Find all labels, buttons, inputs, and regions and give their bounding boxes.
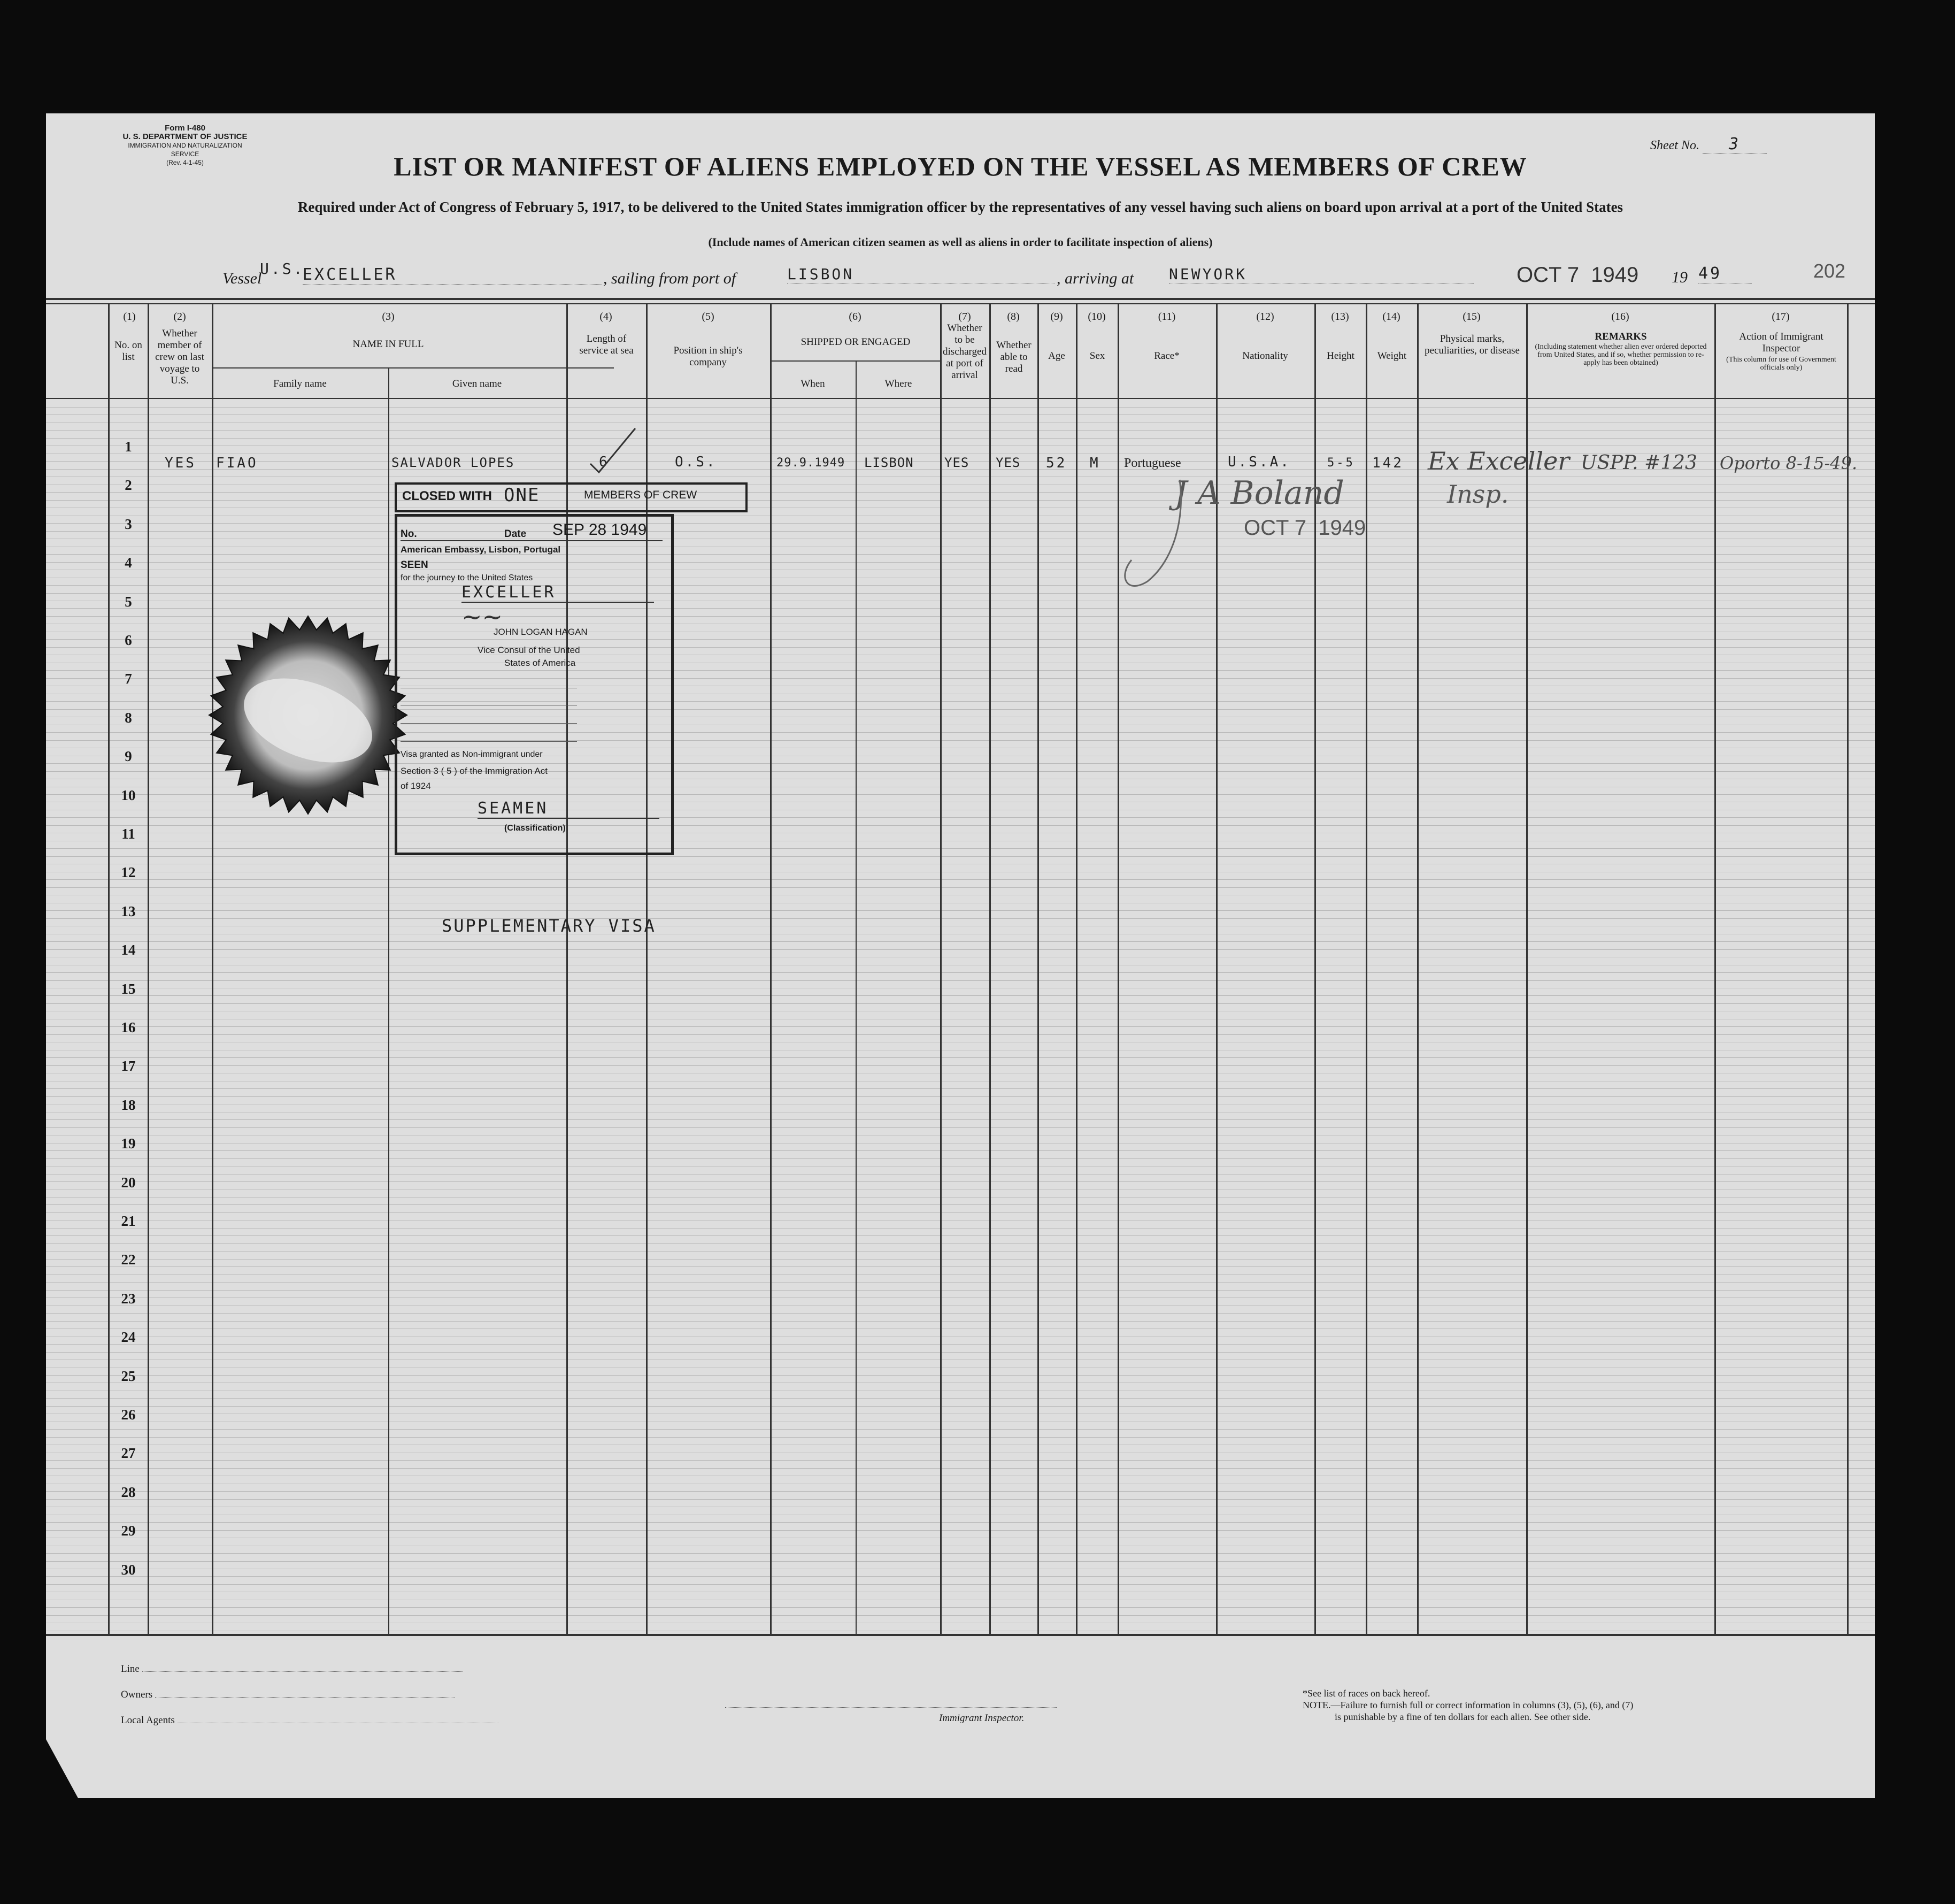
entry-race: Portuguese	[1124, 456, 1181, 470]
ruled-line	[46, 1344, 1875, 1345]
closing-count: ONE	[504, 485, 540, 506]
col-heading-nationality: Nationality	[1242, 350, 1288, 362]
visa-journey: for the journey to the United States	[401, 573, 533, 582]
ruled-line	[46, 1313, 1875, 1314]
column-number: (12)	[1256, 311, 1274, 323]
visa-seen: SEEN	[401, 559, 428, 571]
ruled-line	[46, 1088, 1875, 1089]
row-rules	[46, 298, 1875, 1635]
closing-prefix: CLOSED WITH	[402, 489, 492, 503]
ruled-line	[46, 1290, 1875, 1291]
ruled-line	[46, 1235, 1875, 1236]
ruled-line	[46, 1530, 1875, 1531]
column-number: (3)	[382, 311, 395, 323]
ruled-line	[46, 972, 1875, 973]
ruled-line	[46, 585, 1875, 586]
column-number: (16)	[1611, 311, 1629, 323]
column-number: (17)	[1772, 311, 1790, 323]
entry-height: 5-5	[1327, 456, 1355, 470]
row-number: 15	[121, 980, 136, 997]
col-heading-last-voyage: Whether member of crew on last voyage to U.S.	[155, 328, 204, 386]
row-number: 11	[121, 826, 135, 842]
ruled-line	[46, 430, 1875, 431]
row-number: 16	[121, 1019, 136, 1035]
ruled-line	[46, 817, 1875, 818]
col-heading-physical-marks: Physical marks, peculiarities, or disease	[1425, 333, 1520, 356]
entry-able-to-read: YES	[996, 455, 1021, 470]
consular-seal-icon	[206, 613, 410, 817]
row-number: 24	[121, 1329, 136, 1346]
ruled-line	[46, 1181, 1875, 1182]
form-subtitle: Required under Act of Congress of February 5, 1917, to be delivered to the United States immigration officer by the representatives of any vessel having such aliens on board upon arrival at a port of the United States	[297, 199, 1623, 215]
ruled-line	[46, 1437, 1875, 1438]
entry-family-name: FIAO	[216, 455, 258, 471]
ruled-line	[46, 554, 1875, 555]
col-heading-family-name: Family name	[273, 378, 327, 389]
col-heading-where: Where	[884, 378, 912, 389]
line-field: Line	[121, 1663, 463, 1675]
col-heading-given-name: Given name	[452, 378, 502, 389]
ruled-line	[46, 1266, 1875, 1267]
row-number: 17	[121, 1058, 136, 1074]
visa-embassy: American Embassy, Lisbon, Portugal	[401, 544, 561, 555]
sailing-label: , sailing from port of	[603, 270, 736, 287]
col-heading-position: Position in ship's company	[673, 345, 743, 368]
column-number: (1)	[123, 311, 136, 323]
row-number: 14	[121, 942, 136, 958]
ruled-line	[46, 1561, 1875, 1562]
col-heading-discharged: Whether to be discharged at port of arrival	[943, 323, 987, 381]
ruled-line	[46, 848, 1875, 849]
row-number: 5	[125, 593, 132, 610]
ruled-line	[46, 523, 1875, 524]
column-number: (13)	[1331, 311, 1349, 323]
row-number: 19	[121, 1135, 136, 1152]
visa-classification: SEAMEN	[478, 799, 659, 819]
ruled-line	[46, 1398, 1875, 1399]
ruled-line	[46, 531, 1875, 532]
immigrant-inspector-label: Immigrant Inspector.	[939, 1713, 1025, 1724]
ruled-line	[46, 608, 1875, 609]
arrival-date-stamp: OCT 7 1949	[1517, 263, 1639, 287]
ruled-line	[46, 879, 1875, 880]
entry-where: LISBON	[864, 455, 914, 470]
row-number: 10	[121, 787, 136, 803]
arriving-label: , arriving at	[1057, 270, 1134, 287]
column-number: (15)	[1463, 311, 1481, 323]
column-number: (14)	[1382, 311, 1400, 323]
visa-ship-name: EXCELLER	[461, 583, 654, 603]
owners-field: Owners	[121, 1689, 455, 1701]
column-number: (6)	[849, 311, 861, 323]
footer	[46, 1643, 1875, 1793]
ruled-line	[46, 438, 1875, 439]
ruled-line	[46, 1026, 1875, 1027]
ruled-line	[46, 1615, 1875, 1616]
row-number: 30	[121, 1561, 136, 1578]
year-prefix: 19	[1672, 268, 1688, 286]
entry-given-name: SALVADOR LOPES	[391, 455, 515, 470]
entry-physical-marks: Ex Exceller	[1428, 447, 1570, 475]
row-number: 20	[121, 1174, 136, 1191]
ruled-line	[46, 856, 1875, 857]
crew-table	[46, 298, 1875, 1638]
fine-note-2: is punishable by a fine of ten dollars for each alien. See other side.	[1335, 1711, 1591, 1722]
row-number: 29	[121, 1523, 136, 1539]
entry-sex: M	[1090, 455, 1100, 471]
ruled-line	[46, 1460, 1875, 1461]
visa-consul-title2: States of America	[504, 658, 576, 668]
entry-service: 6	[599, 454, 610, 470]
row-number: 13	[121, 903, 136, 919]
form-title: LIST OR MANIFEST OF ALIENS EMPLOYED ON THE VESSEL AS MEMBERS OF CREW	[394, 151, 1527, 181]
col-heading-age: Age	[1048, 350, 1065, 362]
row-number: 18	[121, 1096, 136, 1113]
visa-date: SEP 28 1949	[552, 521, 647, 539]
ruled-line	[46, 1150, 1875, 1151]
ruled-line	[46, 1468, 1875, 1469]
ruled-line	[46, 941, 1875, 942]
ruled-line	[46, 949, 1875, 950]
sheet-number: Sheet No. 3	[1650, 135, 1767, 154]
ruled-line	[46, 1406, 1875, 1407]
ruled-line	[46, 1499, 1875, 1500]
entry-discharged: YES	[944, 455, 969, 470]
ruled-line	[46, 1429, 1875, 1430]
col-heading-inspector-note: (This column for use of Government officials only)	[1726, 356, 1836, 372]
visa-classification-label: (Classification)	[504, 824, 566, 833]
row-number: 28	[121, 1484, 136, 1500]
form-note-line: (Include names of American citizen seamen as well as aliens in order to facilitate inspection of aliens)	[708, 235, 1213, 249]
ruled-line	[46, 1584, 1875, 1585]
closing-suffix: MEMBERS OF CREW	[584, 489, 697, 501]
visa-granted-line1: Visa granted as Non-immigrant under	[401, 750, 543, 759]
ruled-line	[46, 1204, 1875, 1205]
row-number: 9	[125, 748, 132, 765]
service-name: IMMIGRATION AND NATURALIZATION SERVICE	[128, 142, 242, 158]
column-number: (7)	[958, 311, 971, 323]
row-number: 1	[125, 439, 132, 455]
row-number: 2	[125, 477, 132, 494]
entry-age: 52	[1046, 455, 1067, 471]
ruled-line	[46, 1065, 1875, 1066]
ruled-line	[46, 1003, 1875, 1004]
column-number: (9)	[1050, 311, 1063, 323]
ruled-line	[46, 1282, 1875, 1283]
column-number: (11)	[1158, 311, 1176, 323]
ruled-line	[46, 918, 1875, 919]
column-number: (2)	[173, 311, 186, 323]
vessel-name: EXCELLER	[303, 265, 602, 285]
ruled-line	[46, 1607, 1875, 1608]
visa-date-label: Date	[504, 528, 527, 540]
col-heading-when: When	[801, 378, 825, 389]
row-number: 21	[121, 1213, 136, 1229]
ruled-line	[46, 593, 1875, 594]
col-heading-remarks: REMARKS	[1595, 331, 1647, 342]
row-number: 4	[125, 555, 132, 571]
ruled-line	[46, 1119, 1875, 1120]
ruled-line	[46, 407, 1875, 408]
closing-stamp	[395, 482, 748, 512]
ruled-line	[46, 1127, 1875, 1128]
ruled-line	[46, 1491, 1875, 1492]
fine-note-1: NOTE.—Failure to furnish full or correct information in columns (3), (5), (6), and (7)	[1303, 1700, 1634, 1710]
department-name: U. S. DEPARTMENT OF JUSTICE	[122, 132, 248, 141]
ruled-line	[46, 492, 1875, 493]
col-heading-race: Race*	[1154, 350, 1180, 362]
column-number: (10)	[1088, 311, 1106, 323]
ruled-line	[46, 1553, 1875, 1554]
vessel-line	[222, 260, 1853, 290]
row-number: 25	[121, 1368, 136, 1384]
ruled-line	[46, 1352, 1875, 1353]
vessel-label: Vessel	[222, 270, 262, 287]
visa-stamp	[395, 514, 674, 855]
supplementary-visa-note: SUPPLEMENTARY VISA	[442, 916, 656, 936]
row-number: 8	[125, 709, 132, 726]
column-number: (4)	[599, 311, 612, 323]
column-number: (5)	[702, 311, 714, 323]
row-number: 26	[121, 1407, 136, 1423]
visa-granted-line3: of 1924	[401, 781, 431, 791]
ruled-line	[46, 500, 1875, 501]
ruled-line	[46, 887, 1875, 888]
ruled-line	[46, 1375, 1875, 1376]
entry-nationality: U.S.A.	[1228, 454, 1291, 470]
col-heading-inspector-action: Action of Immigrant Inspector	[1739, 331, 1823, 354]
form-number: Form I-480	[165, 124, 205, 133]
row-number: 12	[121, 864, 136, 881]
ruled-line	[46, 1212, 1875, 1213]
ruled-line	[46, 910, 1875, 911]
entry-inspector-action: Oporto 8-15-49.	[1720, 453, 1858, 473]
agents-field: Local Agents	[121, 1715, 498, 1726]
row-number: 7	[125, 671, 132, 687]
col-heading-sex: Sex	[1089, 350, 1105, 362]
entry-when: 29.9.1949	[776, 456, 845, 470]
arrival-port: NEWYORK	[1169, 265, 1474, 283]
column-number: (8)	[1007, 311, 1020, 323]
entry-remarks: USPP. #123	[1581, 452, 1697, 474]
row-number: 3	[125, 516, 132, 532]
ruled-line	[46, 1057, 1875, 1058]
vessel-prefix: U.S.	[260, 260, 305, 278]
ruled-line	[46, 1096, 1875, 1097]
signature-flourish	[1115, 474, 1196, 597]
ruled-line	[46, 414, 1875, 415]
col-heading-length-of-service: Length of service at sea	[579, 333, 634, 356]
ruled-line	[46, 980, 1875, 981]
col-heading-height: Height	[1327, 350, 1354, 362]
year-suffix: 49	[1698, 264, 1752, 283]
ruled-line	[46, 1034, 1875, 1035]
page-number: 202	[1813, 260, 1846, 282]
sheet-number-value: 3	[1703, 135, 1767, 154]
row-number: 23	[121, 1290, 136, 1307]
col-heading-weight: Weight	[1377, 350, 1407, 362]
manifest-sheet	[46, 113, 1875, 1798]
entry-position: O.S.	[675, 454, 717, 470]
inspector-signature: J A Boland	[1174, 474, 1344, 512]
ruled-line	[46, 1243, 1875, 1244]
visa-consul-signature: ~~	[461, 602, 503, 631]
ruled-line	[46, 825, 1875, 826]
ruled-line	[46, 1228, 1875, 1229]
ruled-line	[46, 1576, 1875, 1577]
visa-granted-line2: Section 3 ( 5 ) of the Immigration Act	[401, 766, 548, 776]
visa-no-label: No.	[401, 528, 417, 540]
check-mark	[586, 426, 640, 474]
inspector-date-stamp: OCT 7 1949	[1244, 516, 1366, 540]
ruled-line	[46, 995, 1875, 996]
visa-consul-title1: Vice Consul of the United	[478, 645, 580, 655]
row-number: 6	[125, 632, 132, 648]
ruled-line	[46, 1321, 1875, 1322]
entry-last-voyage: YES	[165, 455, 196, 471]
torn-corner	[46, 1739, 78, 1798]
col-heading-name-in-full: NAME IN FULL	[352, 339, 424, 350]
row-number: 22	[121, 1252, 136, 1268]
col-heading-shipped-engaged: SHIPPED OR ENGAGED	[801, 336, 911, 348]
col-heading-able-to-read: Whether able to read	[996, 340, 1032, 374]
col-heading-remarks-note: (Including statement whether alien ever ordered deported from United States, and if so, whether permission to re-apply has been obtained)	[1535, 343, 1707, 367]
races-note: *See list of races on back hereof.	[1303, 1688, 1430, 1699]
ruled-line	[46, 1259, 1875, 1260]
row-number: 27	[121, 1445, 136, 1462]
col-heading-no-on-list: No. on list	[114, 340, 142, 363]
ruled-line	[46, 1251, 1875, 1252]
inspector-title: Insp.	[1447, 480, 1509, 509]
ruled-line	[46, 562, 1875, 563]
ruled-line	[46, 1158, 1875, 1159]
departure-port: LISBON	[787, 265, 1055, 283]
ruled-line	[46, 1522, 1875, 1523]
visa-consul-name: JOHN LOGAN HAGAN	[494, 627, 588, 637]
revision-date: (Rev. 4-1-45)	[166, 159, 204, 166]
entry-weight: 142	[1372, 455, 1404, 471]
